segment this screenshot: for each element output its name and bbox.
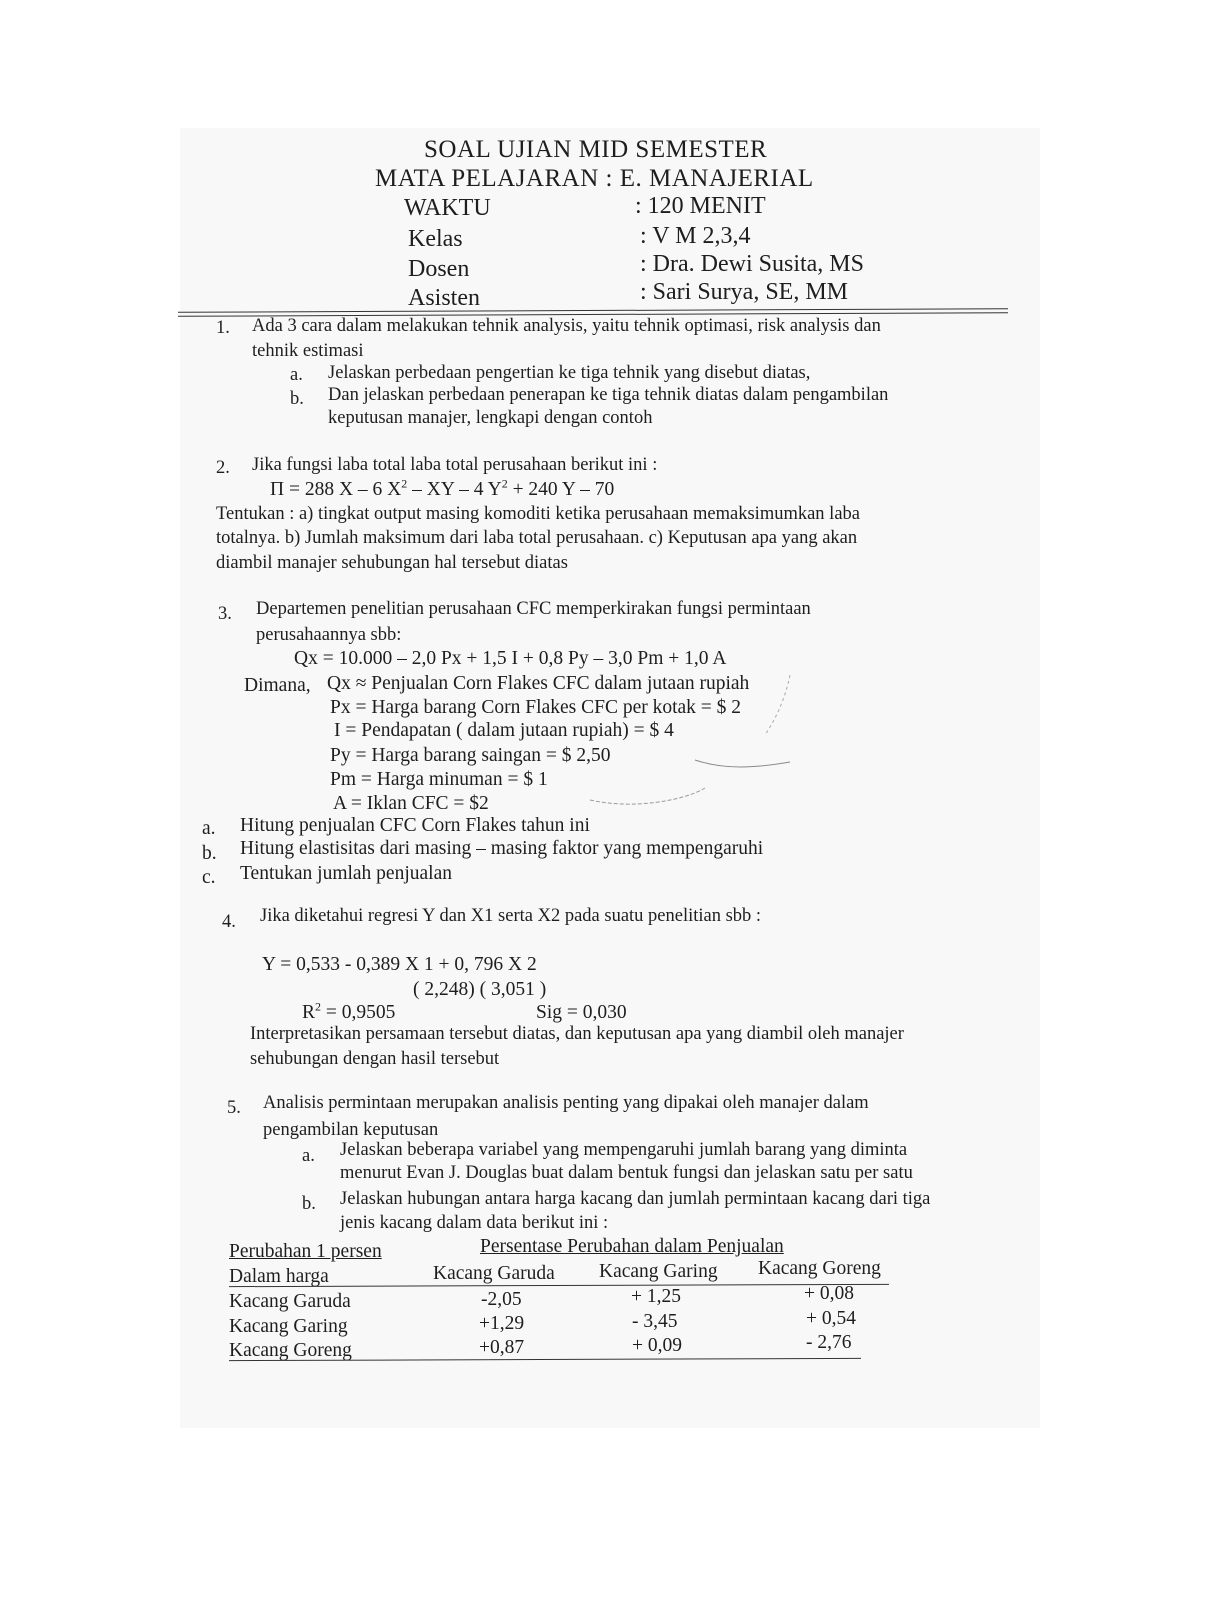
q4-standard-errors: ( 2,248) ( 3,051 ) [413,979,547,1000]
q5-number: 5. [227,1098,241,1118]
field-value-asisten: : Sari Surya, SE, MM [640,279,849,305]
q1-a-label: a. [290,365,303,385]
q5-b-text-1: Jelaskan hubungan antara harga kacang dan jumlah permintaan kacang dari tiga [340,1189,931,1209]
table-cell-garuda-garing: + 1,25 [631,1286,681,1307]
table-row-label-garuda: Kacang Garuda [229,1291,351,1312]
pen-marks-decoration [585,670,815,820]
q2-intro: Jika fungsi laba total laba total perusahaan berikut ini : [252,455,658,475]
q3-def-a: A = Iklan CFC = $2 [333,793,489,814]
q3-def-qx: Qx ≈ Penjualan Corn Flakes CFC dalam jutaan rupiah [327,673,750,694]
field-value-kelas: : V M 2,3,4 [640,223,751,249]
q3-a-label: a. [202,818,216,839]
q4-intro: Jika diketahui regresi Y dan X1 serta X2 pada suatu penelitian sbb : [260,906,762,926]
q3-b-text: Hitung elastisitas dari masing – masing faktor yang mempengaruhi [240,838,764,859]
q2-text-3: diambil manajer sehubungan hal tersebut diatas [216,553,568,573]
q1-b-text-2: keputusan manajer, lengkapi dengan contoh [328,408,653,428]
field-value-waktu: : 120 MENIT [635,193,766,219]
q5-a-text-1: Jelaskan beberapa variabel yang mempengaruhi jumlah barang yang diminta [340,1140,908,1160]
q1-b-text-1: Dan jelaskan perbedaan penerapan ke tiga tehnik diatas dalam pengambilan [328,385,889,405]
q3-c-text: Tentukan jumlah penjualan [240,863,452,884]
q2-text-1: Tentukan : a) tingkat output masing komoditi ketika perusahaan memaksimumkan laba [216,504,860,524]
q5-a-text-2: menurut Evan J. Douglas buat dalam bentuk fungsi dan jelaskan satu per satu [340,1163,913,1183]
q5-intro-2: pengambilan keputusan [263,1120,439,1140]
q3-number: 3. [218,604,232,624]
subject-line: MATA PELAJARAN : E. MANAJERIAL [375,165,814,192]
table-row-label-goreng: Kacang Goreng [229,1340,352,1361]
q2-number: 2. [216,458,230,478]
table-cell-garing-garuda: +1,29 [479,1313,525,1334]
field-label-waktu: WAKTU [404,195,491,221]
q3-def-pm: Pm = Harga minuman = $ 1 [330,769,548,790]
q4-text-2: sehubungan dengan hasil tersebut [250,1049,500,1069]
q3-intro-2: perusahaannya sbb: [256,625,402,645]
q2-profit-equation: Π = 288 X – 6 $X^2$ – XY – 4 $Y^2 + 240$ Y – 70 [270,476,615,500]
q1-b-label: b. [290,389,304,409]
q3-intro-1: Departemen penelitian perusahaan CFC memperkirakan fungsi permintaan [256,599,811,619]
table-col-kacang-garing: Kacang Garing [599,1261,718,1282]
field-label-asisten: Asisten [408,285,480,311]
table-cell-goreng-goreng: - 2,76 [806,1332,852,1353]
q1-text-2: tehnik estimasi [252,341,364,361]
q5-b-label: b. [302,1194,316,1214]
q4-text-1: Interpretasikan persamaan tersebut diatas, dan keputusan apa yang diambil oleh manajer [250,1024,904,1044]
q5-intro-1: Analisis permintaan merupakan analisis penting yang dipakai oleh manajer dalam [263,1093,869,1113]
table-col-kacang-garuda: Kacang Garuda [433,1263,555,1284]
table-header-group: Persentase Perubahan dalam Penjualan [480,1236,784,1257]
q3-c-label: c. [202,867,216,888]
q1-number: 1. [216,318,230,338]
q2-text-2: totalnya. b) Jumlah maksimum dari laba total perusahaan. c) Keputusan apa yang akan [216,528,858,548]
exam-title: SOAL UJIAN MID SEMESTER [424,136,768,163]
q3-def-i: I = Pendapatan ( dalam jutaan rupiah) = $ 4 [334,720,674,741]
q1-text-1: Ada 3 cara dalam melakukan tehnik analysis, yaitu tehnik optimasi, risk analysis dan [252,316,881,336]
table-cell-garing-goreng: + 0,54 [806,1308,856,1329]
field-value-dosen: : Dra. Dewi Susita, MS [640,251,864,277]
q4-number: 4. [222,912,236,932]
q3-where-label: Dimana, [244,675,311,696]
q4-significance: Sig = 0,030 [536,1002,627,1023]
table-cell-goreng-garing: + 0,09 [632,1335,682,1356]
table-cell-garuda-garuda: -2,05 [481,1289,522,1310]
table-cell-goreng-garuda: +0,87 [479,1337,525,1358]
q3-def-py: Py = Harga barang saingan = $ 2,50 [330,745,611,766]
table-header-change-1: Perubahan 1 persen [229,1241,382,1262]
table-cell-garuda-goreng: + 0,08 [804,1283,854,1304]
q4-regression-equation: Y = 0,533 - 0,389 X 1 + 0, 796 X 2 [262,954,537,975]
q3-demand-equation: Qx = 10.000 – 2,0 Px + 1,5 I + 0,8 Py – 3,0 Pm + 1,0 A [294,648,727,669]
q5-a-label: a. [302,1146,315,1166]
q3-a-text: Hitung penjualan CFC Corn Flakes tahun ini [240,815,590,836]
table-col-kacang-goreng: Kacang Goreng [758,1258,881,1279]
q4-r-squared: $R^2 = 0,9505$ [302,999,396,1023]
q1-a-text: Jelaskan perbedaan pengertian ke tiga tehnik yang disebut diatas, [328,363,811,383]
q3-def-px: Px = Harga barang Corn Flakes CFC per kotak = $ 2 [330,697,742,718]
field-label-dosen: Dosen [408,256,470,282]
q5-b-text-2: jenis kacang dalam data berikut ini : [340,1213,609,1233]
field-label-kelas: Kelas [408,226,463,252]
q3-b-label: b. [202,843,217,864]
table-row-label-garing: Kacang Garing [229,1316,348,1337]
table-cell-garing-garing: - 3,45 [632,1311,678,1332]
table-header-change-2: Dalam harga [229,1266,329,1287]
